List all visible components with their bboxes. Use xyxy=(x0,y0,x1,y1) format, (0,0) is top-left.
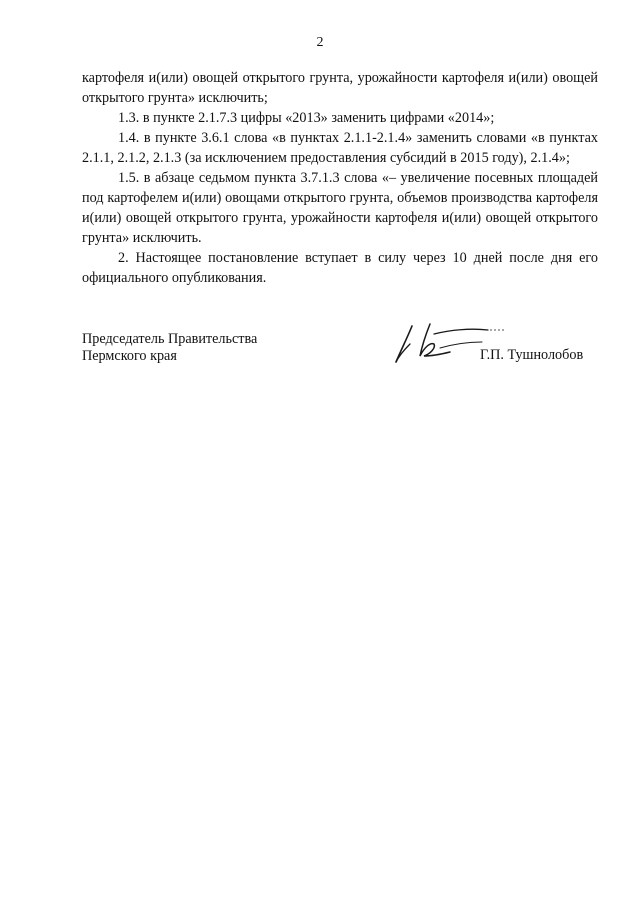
paragraph-item-1-4: 1.4. в пункте 3.6.1 слова «в пунктах 2.1.1-2.1.4» заменить словами «в пунктах 2.1.1, 2.1.2, 2.1.3 (за исключением предоставления субсидий в 2015 году), 2.1.4»; xyxy=(82,130,598,166)
document-body xyxy=(82,68,598,288)
paragraph-continuation: картофеля и(или) овощей открытого грунта, урожайности картофеля и(или) овощей открытого грунта» исключить; xyxy=(82,70,598,106)
signer-title-line2: Пермского края xyxy=(82,348,177,364)
signer-title xyxy=(82,331,257,365)
paragraph-item-1-3: 1.3. в пункте 2.1.7.3 цифры «2013» заменить цифрами «2014»; xyxy=(118,110,495,126)
paragraph-item-1-5: 1.5. в абзаце седьмом пункта 3.7.1.3 слова «– увеличение посевных площадей под картофелем и(или) овощами открытого грунта, объемов производства картофеля и(или) овощей открытого грунта, урожайности картофеля и(или) овощей открытого грунта» исключить. xyxy=(82,170,598,246)
paragraph-item-2: 2. Настоящее постановление вступает в силу через 10 дней после дня его официального опубликования. xyxy=(82,250,598,286)
page-number: 2 xyxy=(316,35,324,50)
signer-title-line1: Председатель Правительства xyxy=(82,331,258,347)
signer-name: Г.П. Тушнолобов xyxy=(480,347,584,363)
